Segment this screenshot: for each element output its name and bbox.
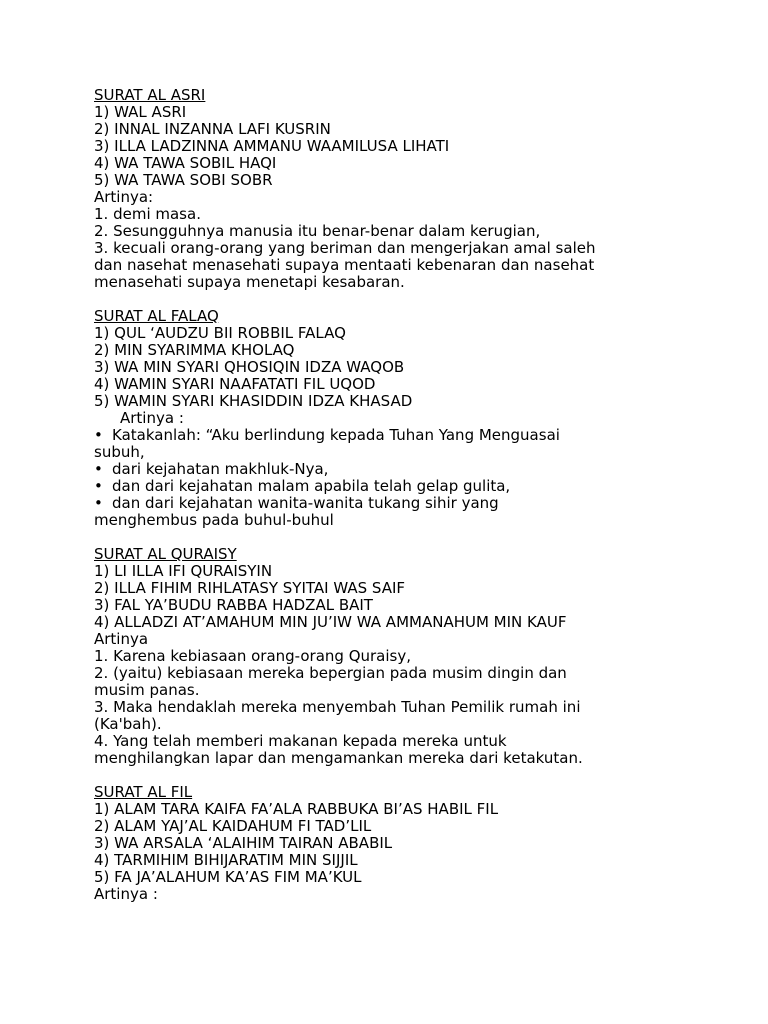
verse-line: 3) WA ARSALA ‘ALAIHIM TAIRAN ABABIL xyxy=(94,834,393,852)
meaning-line: 3. kecuali orang-orang yang beriman dan mengerjakan amal saleh xyxy=(94,239,596,257)
verse-line: 2) ILLA FIHIM RIHLATASY SYITAI WAS SAIF xyxy=(94,579,406,597)
verse-line: 3) WA MIN SYARI QHOSIQIN IDZA WAQOB xyxy=(94,358,405,376)
section-al-asri xyxy=(94,87,754,291)
section-title: SURAT AL FALAQ xyxy=(94,307,219,325)
bullet-item xyxy=(94,427,754,444)
bullet-icon: • xyxy=(94,494,103,512)
verse-line: 1) ALAM TARA KAIFA FA’ALA RABBUKA BI’AS HABIL FIL xyxy=(94,800,499,818)
verse-line: 4) ALLADZI AT’AMAHUM MIN JU’IW WA AMMANAHUM MIN KAUF xyxy=(94,613,567,631)
meaning-line: menghilangkan lapar dan mengamankan mereka dari ketakutan. xyxy=(94,749,583,767)
meaning-line: 1. Karena kebiasaan orang-orang Quraisy, xyxy=(94,647,411,665)
section-title: SURAT AL ASRI xyxy=(94,86,206,104)
verse-line: 4) TARMIHIM BIHIJARATIM MIN SIJJIL xyxy=(94,851,358,869)
section-title: SURAT AL FIL xyxy=(94,783,193,801)
verse-line: 3) FAL YA’BUDU RABBA HADZAL BAIT xyxy=(94,596,373,614)
meaning-line: 2. (yaitu) kebiasaan mereka bepergian pada musim dingin dan xyxy=(94,664,567,682)
verse-line: 5) WA TAWA SOBI SOBR xyxy=(94,171,273,189)
verse-line: 5) FA JA’ALAHUM KA’AS FIM MA’KUL xyxy=(94,868,362,886)
artinya-label: Artinya xyxy=(94,630,149,648)
document-page xyxy=(94,87,754,903)
bullet-item xyxy=(94,461,754,478)
section-al-quraisy xyxy=(94,546,754,767)
meaning-line: musim panas. xyxy=(94,681,200,699)
meaning-line: (Ka'bah). xyxy=(94,715,162,733)
verse-line: 1) QUL ‘AUDZU BII ROBBIL FALAQ xyxy=(94,324,346,342)
meaning-line: dan dari kejahatan malam apabila telah gelap gulita, xyxy=(112,477,511,495)
artinya-label: Artinya : xyxy=(120,409,184,427)
meaning-line: 4. Yang telah memberi makanan kepada mereka untuk xyxy=(94,732,507,750)
verse-line: 2) MIN SYARIMMA KHOLAQ xyxy=(94,341,295,359)
meaning-line: dan dari kejahatan wanita-wanita tukang sihir yang xyxy=(112,494,499,512)
verse-line: 1) WAL ASRI xyxy=(94,103,187,121)
meaning-line: menghembus pada buhul-buhul xyxy=(94,511,334,529)
meaning-line: 1. demi masa. xyxy=(94,205,201,223)
verse-line: 5) WAMIN SYARI KHASIDDIN IDZA KHASAD xyxy=(94,392,413,410)
bullet-item xyxy=(94,495,754,512)
section-al-falaq xyxy=(94,308,754,529)
bullet-item xyxy=(94,478,754,495)
bullet-icon: • xyxy=(94,426,103,444)
verse-line: 4) WAMIN SYARI NAAFATATI FIL UQOD xyxy=(94,375,376,393)
verse-line: 4) WA TAWA SOBIL HAQI xyxy=(94,154,277,172)
meaning-line: 2. Sesungguhnya manusia itu benar-benar dalam kerugian, xyxy=(94,222,541,240)
meaning-line: dari kejahatan makhluk-Nya, xyxy=(112,460,329,478)
meaning-line: 3. Maka hendaklah mereka menyembah Tuhan Pemilik rumah ini xyxy=(94,698,581,716)
meaning-line: subuh, xyxy=(94,443,145,461)
bullet-icon: • xyxy=(94,460,103,478)
meaning-line: Katakanlah: “Aku berlindung kepada Tuhan Yang Menguasai xyxy=(112,426,560,444)
verse-line: 2) INNAL INZANNA LAFI KUSRIN xyxy=(94,120,331,138)
verse-line: 2) ALAM YAJ’AL KAIDAHUM FI TAD’LIL xyxy=(94,817,372,835)
verse-line: 1) LI ILLA IFI QURAISYIN xyxy=(94,562,273,580)
section-title: SURAT AL QURAISY xyxy=(94,545,237,563)
artinya-label: Artinya : xyxy=(94,885,158,903)
section-al-fil xyxy=(94,784,754,903)
verse-line: 3) ILLA LADZINNA AMMANU WAAMILUSA LIHATI xyxy=(94,137,450,155)
bullet-icon: • xyxy=(94,477,103,495)
meaning-line: menasehati supaya menetapi kesabaran. xyxy=(94,273,405,291)
artinya-label: Artinya: xyxy=(94,188,154,206)
meaning-line: dan nasehat menasehati supaya mentaati kebenaran dan nasehat xyxy=(94,256,595,274)
